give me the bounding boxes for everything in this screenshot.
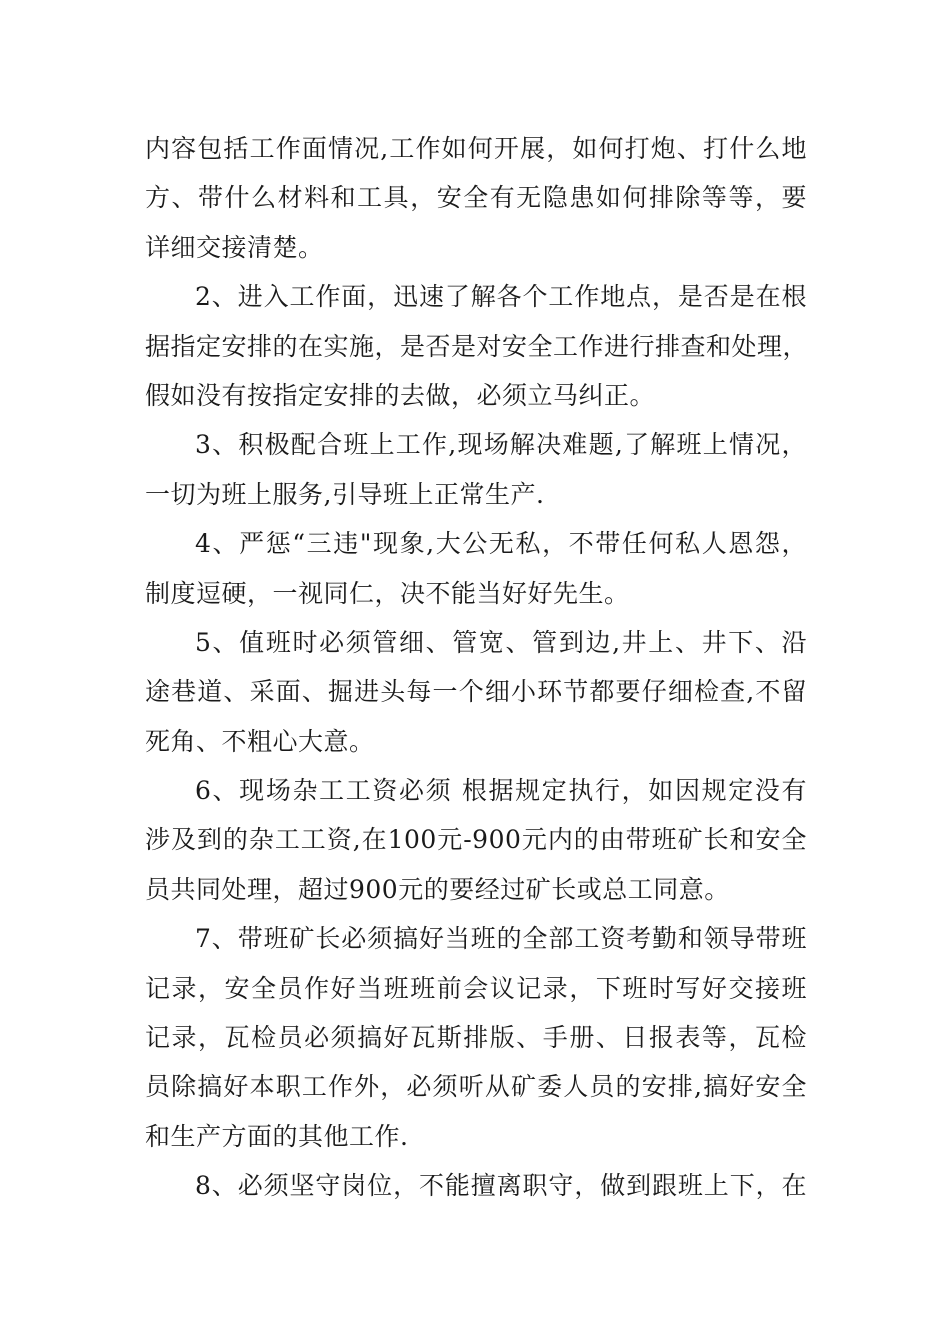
text-line: 内容包括工作面情况,工作如何开展，如何打炮、打什么地 [145, 134, 807, 163]
text-line: 死角、不粗心大意。 [145, 726, 375, 756]
text-line: 一切为班上服务,引导班上正常生产. [145, 479, 545, 509]
text-line: 假如没有按指定安排的去做，必须立马纠正。 [145, 380, 656, 410]
text-line: 方、带什么材料和工具，安全有无隐患如何排除等等，要 [145, 183, 807, 213]
text-line: 和生产方面的其他工作. [145, 1121, 409, 1151]
text-line: 记录，安全员作好当班班前会议记录，下班时写好交接班 [145, 973, 807, 1003]
text-line: 详细交接清楚。 [145, 232, 324, 262]
paragraph-8-first-line: 8、必须坚守岗位，不能擅离职守，做到跟班上下，在 [195, 1171, 807, 1201]
text-line: 涉及到的杂工工资,在100元-900元内的由带班矿长和安全 [145, 825, 807, 855]
paragraph-4-first-line: 4、严惩“三违"现象,大公无私，不带任何私人恩怨， [195, 529, 807, 559]
paragraph-7-first-line: 7、带班矿长必须搞好当班的全部工资考勤和领导带班 [195, 924, 807, 954]
paragraph-3-first-line: 3、积极配合班上工作,现场解决难题,了解班上情况， [195, 430, 807, 460]
text-line: 途巷道、采面、掘进头每一个细小环节都要仔细检查,不留 [145, 677, 807, 707]
text-line: 记录，瓦检员必须搞好瓦斯排版、手册、日报表等，瓦检 [145, 1023, 807, 1053]
paragraph-6-first-line: 6、现场杂工工资必须 根据规定执行，如因规定没有 [195, 776, 807, 806]
paragraph-2-first-line: 2、进入工作面，迅速了解各个工作地点，是否是在根 [195, 282, 807, 312]
text-line: 员除搞好本职工作外，必须听从矿委人员的安排,搞好安全 [145, 1072, 807, 1102]
text-line: 员共同处理，超过900元的要经过矿长或总工同意。 [145, 874, 730, 904]
text-line: 据指定安排的在实施，是否是对安全工作进行排查和处理， [145, 331, 809, 361]
paragraph-5-first-line: 5、值班时必须管细、管宽、管到边,井上、井下、沿 [195, 627, 807, 657]
body-text [145, 124, 807, 1211]
text-line: 制度逗硬，一视同仁，决不能当好好先生。 [145, 578, 630, 608]
